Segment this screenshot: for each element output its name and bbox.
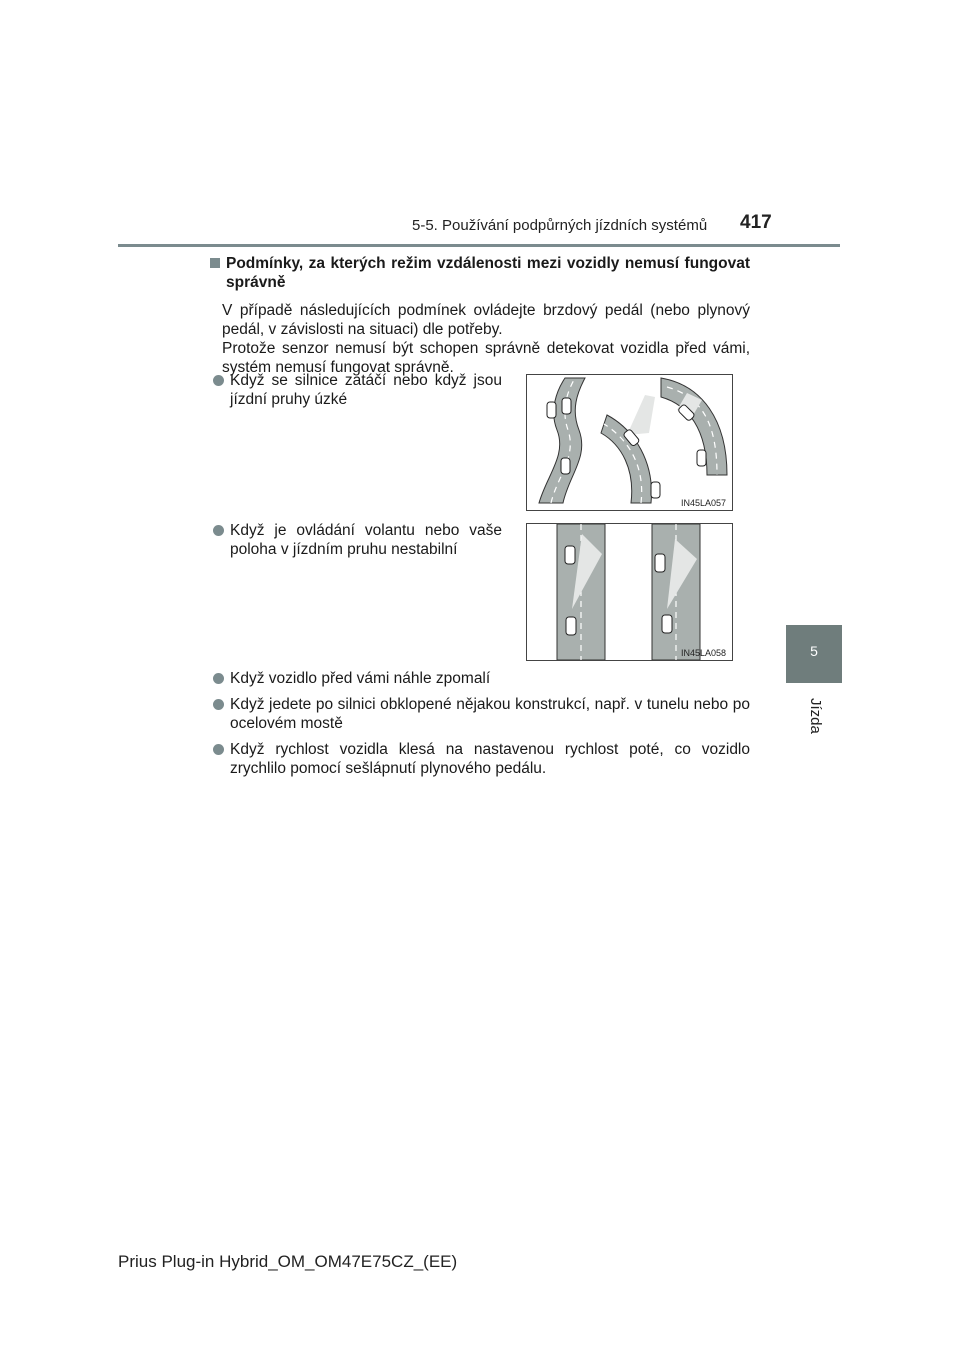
figure-code: IN45LA058 (680, 648, 726, 658)
square-bullet-icon (210, 258, 220, 268)
chapter-label (800, 698, 828, 758)
round-bullet-icon (213, 744, 224, 755)
intro-paragraph-1: V případě následujících podmínek ovládejte brzdový pedál (nebo plynový pedál, v závislosti na situaci) dle potřeby. (222, 302, 750, 338)
bullet-text: Když jedete po silnici obklopené nějakou konstrukcí, např. v tunelu nebo po ocelovém mostě (230, 696, 750, 732)
round-bullet-icon (213, 375, 224, 386)
chapter-tab[interactable] (786, 625, 842, 683)
header-rule (118, 244, 840, 247)
figure-straight-roads (526, 523, 733, 661)
list-item (210, 669, 750, 688)
chapter-number: 5 (810, 643, 818, 659)
bullet-text: Když se silnice zatáčí nebo když jsou jízdní pruhy úzké (230, 372, 502, 408)
figure-row-unstable (210, 521, 750, 658)
round-bullet-icon (213, 699, 224, 710)
figure-curved-roads (526, 374, 733, 511)
bullet-text: Když je ovládání volantu nebo vaše poloha v jízdním pruhu nestabilní (230, 522, 502, 558)
list-item (210, 740, 750, 778)
round-bullet-icon (213, 673, 224, 684)
list-item (210, 371, 502, 409)
straight-roads-illustration (527, 524, 732, 660)
bullet-text: Když rychlost vozidla klesá na nastavenou rychlost poté, co vozidlo zrychlilo pomocí sešlápnutí plynového pedálu. (230, 741, 750, 777)
page-number: 417 (740, 212, 772, 233)
round-bullet-icon (213, 525, 224, 536)
bullet-text: Když vozidlo před vámi náhle zpomalí (230, 670, 491, 687)
figure-code: IN45LA057 (680, 498, 726, 508)
list-item (210, 521, 502, 559)
running-head: 5-5. Používání podpůrných jízdních systémů (412, 217, 708, 234)
curved-roads-illustration (527, 375, 732, 510)
figure-row-curves (210, 371, 750, 508)
section-content (210, 254, 750, 377)
chapter-label-text: Jízda (807, 698, 824, 734)
section-heading-text: Podmínky, za kterých režim vzdálenosti mezi vozidly nemusí fungovat správně (226, 255, 750, 291)
bullet-list (210, 669, 750, 785)
section-heading (210, 254, 750, 292)
intro-paragraph-2: Protože senzor nemusí být schopen správně detekovat vozidla před vámi, systém nemusí fungovat správně. (222, 340, 750, 376)
list-item (210, 695, 750, 733)
footer-document-id: Prius Plug-in Hybrid_OM_OM47E75CZ_(EE) (118, 1252, 458, 1271)
